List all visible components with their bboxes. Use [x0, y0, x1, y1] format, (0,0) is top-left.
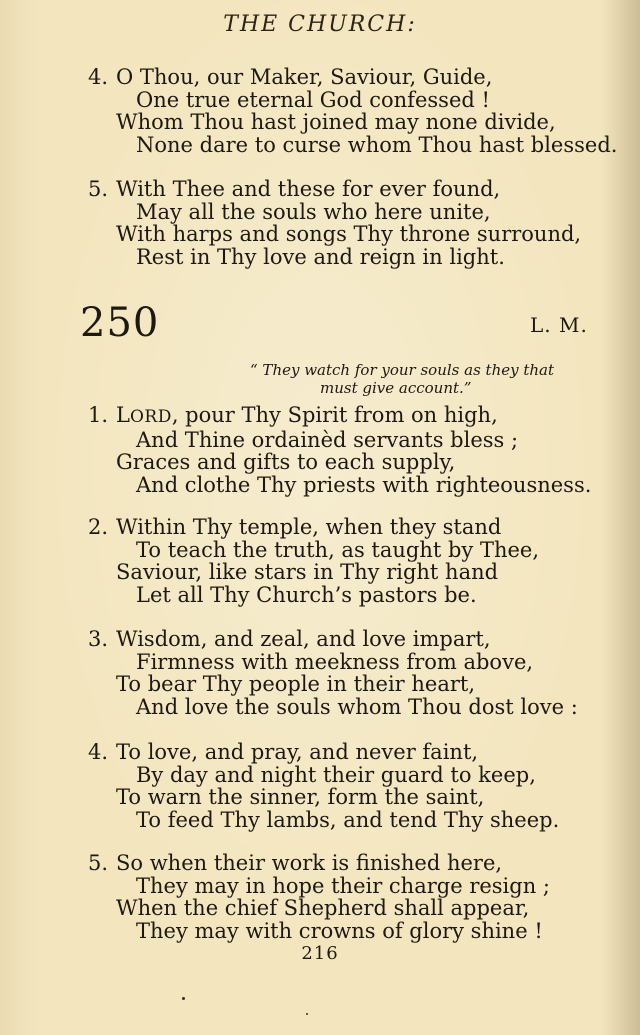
stanza-number: 2.: [88, 515, 109, 539]
stanza-number: 3.: [88, 627, 109, 651]
epigraph-line: must give account.”: [320, 379, 472, 397]
stanza-line: To teach the truth, as taught by Thee,: [136, 537, 540, 562]
stanza-line: When the chief Shepherd shall appear,: [116, 896, 530, 920]
stanza-line: Firmness with meekness from above,: [136, 649, 534, 674]
stanza-line: May all the souls who here unite,: [136, 199, 491, 224]
paper-speck: [306, 1013, 308, 1015]
first-word-capital: L: [116, 403, 130, 427]
stanza-line: O Thou, our Maker, Saviour, Guide,: [116, 65, 493, 89]
stanza-line: To warn the sinner, form the saint,: [116, 785, 485, 809]
stanza-line: , pour Thy Spirit from on high,: [171, 403, 498, 427]
stanza-line: None dare to curse whom Thou hast blessed.: [136, 132, 618, 157]
stanza-line: With Thee and these for ever found,: [116, 177, 501, 201]
page-number: 216: [301, 943, 339, 964]
stanza-line: And Thine ordainèd servants bless ;: [136, 427, 519, 452]
stanza-number: 4.: [88, 65, 109, 89]
stanza-number: 5.: [88, 851, 109, 875]
stanza-line: To feed Thy lambs, and tend Thy sheep.: [136, 807, 560, 832]
stanza-line: Saviour, like stars in Thy right hand: [116, 560, 499, 584]
stanza-line: Within Thy temple, when they stand: [116, 515, 502, 539]
stanza-line: With harps and songs Thy throne surround,: [116, 222, 582, 246]
stanza-line: Whom Thou hast joined may none divide,: [116, 110, 556, 134]
stanza-line: Rest in Thy love and reign in light.: [136, 244, 505, 269]
running-header: THE CHURCH:: [223, 12, 417, 37]
stanza-number: 4.: [88, 740, 109, 764]
stanza-line: They may with crowns of glory shine !: [136, 918, 543, 943]
stanza-line: And love the souls whom Thou dost love :: [136, 694, 578, 719]
hymn-meter: L. M.: [530, 313, 588, 337]
first-word-small-caps: ORD: [129, 407, 172, 427]
stanza-line: So when their work is finished here,: [116, 851, 503, 875]
prev-hymn-stanza-5: [88, 178, 608, 268]
stanza-line: Graces and gifts to each supply,: [116, 450, 456, 474]
stanza-number: 5.: [88, 177, 109, 201]
scripture-epigraph: [250, 361, 595, 397]
stanza-line: Wisdom, and zeal, and love impart,: [116, 627, 491, 651]
paper-speck: [182, 997, 185, 1000]
stanza-line: Let all Thy Church’s pastors be.: [136, 582, 477, 607]
stanza-line: To bear Thy people in their heart,: [116, 672, 476, 696]
stanza-number: 1.: [88, 403, 109, 427]
hymn-stanza-1: [88, 404, 608, 496]
stanza-line: By day and night their guard to keep,: [136, 762, 536, 787]
stanza-line: One true eternal God confessed !: [136, 87, 490, 112]
hymn-stanza-2: [88, 516, 608, 606]
hymn-stanza-4: [88, 741, 608, 831]
hymn-stanza-5: [88, 852, 608, 942]
hymn-stanza-3: [88, 628, 608, 718]
stanza-line: And clothe Thy priests with righteousness.: [136, 472, 592, 497]
stanza-line: To love, and pray, and never faint,: [116, 740, 479, 764]
hymn-number: 250: [80, 300, 160, 346]
prev-hymn-stanza-4: [88, 65, 618, 157]
epigraph-line: “ They watch for your souls as they that: [250, 361, 555, 379]
stanza-line: They may in hope their charge resign ;: [136, 873, 550, 898]
